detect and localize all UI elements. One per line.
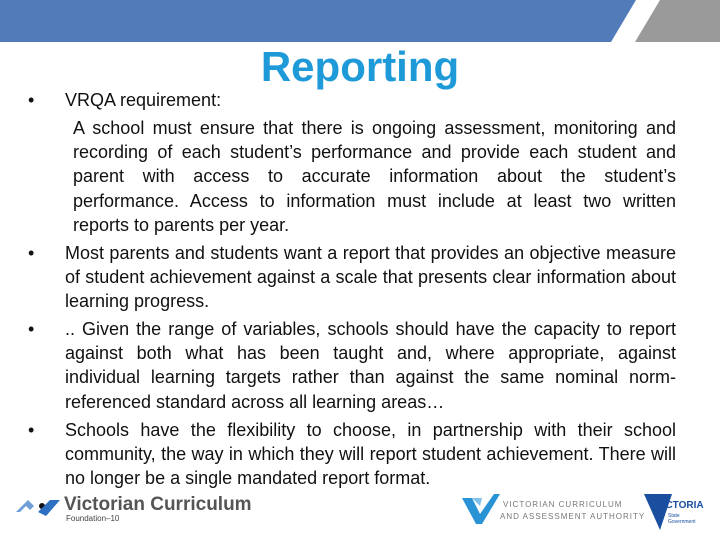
bullet-marker: • xyxy=(28,319,35,339)
vc-logo-subtext: Foundation–10 xyxy=(66,514,120,523)
bullet-marker: • xyxy=(28,243,35,263)
bullet-1-label: VRQA requirement: xyxy=(65,90,222,110)
header-banner xyxy=(0,0,720,42)
bullet-3-text: .. Given the range of variables, schools should have the capacity to report against both what has been taught and, where appropriate, against individual learning targets rather than against the same nominal norm-referenced standard across all learning areas… xyxy=(65,319,676,412)
bullet-marker: • xyxy=(28,90,35,110)
victoria-logo-subtext: State Government xyxy=(668,513,696,525)
vc-logo-icon xyxy=(14,496,62,518)
vcaa-line-2: AND ASSESSMENT AUTHORITY xyxy=(500,512,646,521)
bullet-2-text: Most parents and students want a report that provides an objective measure of student achievement against a scale that presents clear information about learning progress. xyxy=(65,243,676,312)
vcaa-line-1: VICTORIAN CURRICULUM xyxy=(503,500,623,509)
vcaa-logo xyxy=(462,494,646,526)
bullet-marker: • xyxy=(28,420,35,440)
bullet-1-sub: A school must ensure that there is ongoing assessment, monitoring and recording of each student’s performance and provide each student and parent with access to accurate information about the student’s performance. Access to information must include at least two written reports to parents per year. xyxy=(73,118,676,235)
vc-logo-text: Victorian Curriculum xyxy=(64,494,252,515)
victorian-curriculum-logo xyxy=(14,494,254,524)
vcaa-logo-icon xyxy=(462,494,500,524)
slide-title: Reporting xyxy=(260,43,460,90)
bullet-4-text: Schools have the flexibility to choose, in partnership with their school community, the way in which they will report student achievement. There will no longer be a single mandated report format. xyxy=(65,420,676,489)
victoria-logo-text: VICTORIA xyxy=(656,500,704,511)
victoria-state-government-logo xyxy=(644,494,710,530)
